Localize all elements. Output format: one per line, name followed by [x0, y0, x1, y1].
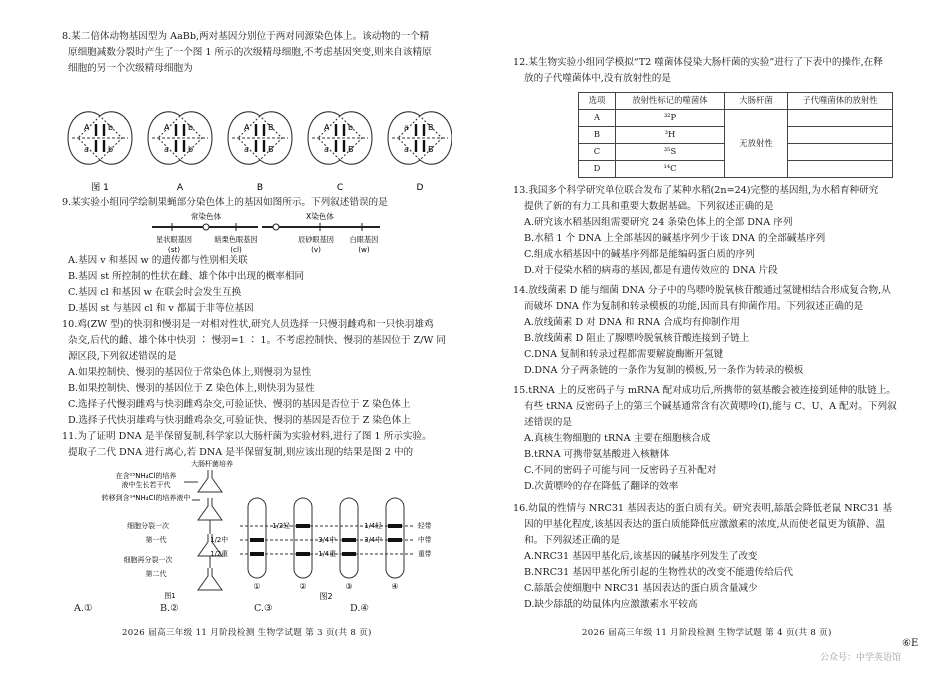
q15-stem-1: 15.tRNA 上的反密码子与 mRNA 配对成功后,所携带的氨基酸会被连接到延伸的肽链上。: [513, 385, 896, 396]
q10-option-b: B.如果控制快、慢羽的基因位于 Z 染色体上,则快羽为显性: [68, 383, 315, 394]
q14-stem-1: 14.放线菌素 D 能与细菌 DNA 分子中的鸟嘌呤脱氧核苷酸通过氢键相结合形成复合物,从: [513, 285, 891, 296]
table-header: 放射性标记的噬菌体: [616, 93, 725, 110]
q11-option-d: D.④: [350, 603, 369, 614]
gene-w-label: 白眼基因: [349, 235, 379, 244]
tube3-heavy: 1/4重: [318, 550, 336, 558]
q12-table: [578, 92, 893, 178]
q10-stem-1: 10.鸡(ZW 型)的快羽和慢羽是一对相对性状,研究人员选择一只慢羽雌鸡和一只快羽雄鸡: [62, 319, 434, 330]
gene-label: a: [404, 145, 409, 154]
gene-label: B: [268, 123, 274, 132]
fig1-text-6: 细胞再分裂一次: [123, 556, 173, 564]
q13-option-d: D.对于侵染水稻的病毒的基因,都是有遗传效应的 DNA 片段: [524, 265, 778, 276]
q12-stem-1: 12.某生物实验小组同学模拟“T2 噬菌体侵染大肠杆菌的实验”进行了下表中的操作,在释: [513, 57, 883, 68]
fig1-text-7: 第二代: [145, 570, 167, 578]
gene-v-label: 辰砂眼基因: [298, 235, 334, 244]
q13-option-c: C.组成水稻基因中的碱基序列都是能编码蛋白质的序列: [524, 249, 755, 260]
q15-option-a: A.真核生物细胞的 tRNA 主要在细胞核合成: [524, 433, 711, 444]
q11-option-a: A.①: [74, 603, 93, 614]
gene-label: A: [84, 123, 90, 132]
q9-chromosome-figure: [150, 210, 390, 254]
page-mark: ⑥E: [902, 638, 919, 649]
q8-stem-2: 原细胞减数分裂时产生了一个图 1 所示的次级精母细胞,不考虑基因突变,则来自该精原: [68, 47, 432, 58]
q13-stem-1: 13.我国多个科学研究单位联合发布了某种水稻(2n=24)完整的基因组,为水稻育种研究: [513, 185, 879, 196]
table-cell: C: [579, 144, 616, 161]
q12-stem-2: 放的子代噬菌体中,没有放射性的是: [524, 73, 671, 84]
fig2-caption: 图2: [319, 592, 333, 601]
heavy-band-label: 重带: [418, 550, 432, 558]
q10-option-a: A.如果控制快、慢羽的基因位于常染色体上,则慢羽为显性: [68, 367, 312, 378]
q15-stem-2: 有些 tRNA 反密码子上的第三个碱基通常含有次黄嘌呤(I),能与 C、U、A 配对。下列叙: [524, 401, 897, 412]
table-cell: ³²P: [616, 110, 725, 127]
q9-option-c: C.基因 cl 和基因 w 在联会时会发生互换: [68, 287, 242, 298]
tube-label: ①: [253, 582, 261, 591]
table-cell: [788, 144, 893, 161]
q9-option-d: D.基因 st 与基因 cl 和 v 都属于非等位基因: [68, 303, 254, 314]
table-header: 子代噬菌体的放射性: [788, 93, 893, 110]
watermark: 公众号：中学英语馆: [820, 653, 902, 663]
q14-option-d: D.DNA 分子两条链的一条作为复制的模板,另一条作为转录的模板: [524, 365, 804, 376]
gene-label: a: [324, 145, 329, 154]
gene-label: b: [188, 123, 194, 132]
q13-stem-2: 提供了新的有力工具和重要大数据基础。下列叙述正确的是: [524, 201, 774, 212]
q15-stem-3: 述错误的是: [524, 417, 572, 428]
fig1-text-4: 细胞分裂一次: [127, 522, 169, 530]
gene-label: a: [404, 123, 409, 132]
tube-label: ②: [299, 582, 307, 591]
q8-cell-figures: [62, 98, 452, 194]
q16-stem-1: 16.幼鼠的性情与 NRC31 基因表达的蛋白质有关。研究表明,舔舐会降低老鼠 NRC31 基: [513, 503, 893, 514]
q10-option-c: C.选择子代慢羽雌鸡与快羽雌鸡杂交,可验证快、慢羽的基因是否位于 Z 染色体上: [68, 399, 411, 410]
table-cell: [788, 110, 893, 127]
fig1-text-5: 第一代: [145, 536, 167, 544]
gene-label: a: [244, 145, 249, 154]
q11-stem-1: 11.为了证明 DNA 是半保留复制,科学家以大肠杆菌为实验材料,进行了图 1 所示实验。: [62, 431, 432, 442]
tube4-mid: 3/4中: [364, 536, 382, 544]
table-cell: A: [579, 110, 616, 127]
fig1-text-1: 大肠杆菌培养: [191, 460, 233, 468]
table-cell: [788, 161, 893, 178]
q15-option-d: D.次黄嘌呤的存在降低了翻译的效率: [524, 481, 679, 492]
q8-stem-3: 细胞的另一个次级精母细胞为: [68, 63, 193, 74]
light-band-label: 轻带: [418, 522, 432, 530]
q14-option-b: B.放线菌素 D 阻止了腺嘌呤脱氧核苷酸连接到子链上: [524, 333, 750, 344]
gene-v-symbol: (v): [311, 245, 321, 254]
q16-stem-3: 和。下列叙述正确的是: [524, 535, 620, 546]
option-b-label: B: [256, 183, 264, 193]
gene-label: b: [108, 123, 114, 132]
gene-label: b: [108, 145, 114, 154]
right-footer: 2026 届高三年级 11 月阶段检测 生物学试题 第 4 页(共 8 页): [582, 628, 832, 638]
q16-option-a: A.NRC31 基因甲基化后,该基因的碱基序列发生了改变: [524, 551, 758, 562]
gene-label: A: [164, 123, 170, 132]
gene-cl-symbol: (cl): [230, 245, 242, 254]
gene-label: B: [348, 145, 354, 154]
table-cell-ecoli: 无放射性: [725, 110, 788, 178]
q16-option-b: B.NRC31 基因甲基化所引起的生物性状的改变不能遗传给后代: [524, 567, 793, 578]
q9-option-b: B.基因 st 所控制的性状在雌、雄个体中出现的概率相同: [68, 271, 305, 282]
gene-label: A: [244, 123, 250, 132]
q14-stem-2: 而破坏 DNA 作为复制和转录模板的功能,因而具有抑菌作用。下列叙述正确的是: [524, 301, 864, 312]
option-d-label: D: [416, 183, 424, 193]
table-header: 选项: [579, 93, 616, 110]
q14-option-c: C.DNA 复制和转录过程都需要解旋酶断开氢键: [524, 349, 724, 360]
gene-cl-label: 暗栗色眼基因: [214, 235, 258, 244]
table-cell: ³⁵S: [616, 144, 725, 161]
autosome-label: 常染色体: [190, 212, 222, 221]
x-chromosome-label: X染色体: [306, 212, 334, 221]
gene-st-symbol: (st): [167, 245, 181, 254]
fig1-text-2: 在含¹⁵NH₄Cl的培养: [115, 472, 177, 480]
left-footer: 2026 届高三年级 11 月阶段检测 生物学试题 第 3 页(共 8 页): [122, 628, 372, 638]
tube4-light: 1/4轻: [364, 522, 382, 530]
table-header: 大肠杆菌: [725, 93, 788, 110]
tube-label: ③: [345, 582, 353, 591]
q13-option-b: B.水稻 1 个 DNA 上全部基因的碱基序列少于该 DNA 的全部碱基序列: [524, 233, 826, 244]
table-cell: B: [579, 127, 616, 144]
tube1-heavy: 1/2重: [210, 550, 228, 558]
tube2-light: 1/2轻: [272, 522, 290, 530]
option-a-label: A: [176, 183, 184, 193]
table-cell: [788, 127, 893, 144]
q14-option-a: A.放线菌素 D 对 DNA 和 RNA 合成均有抑制作用: [524, 317, 740, 328]
q15-option-c: C.不同的密码子可能与同一反密码子互补配对: [524, 465, 717, 476]
table-cell: ³H: [616, 127, 725, 144]
gene-w-symbol: (w): [358, 245, 370, 254]
flask-1: [198, 470, 222, 492]
middle-band-label: 中带: [418, 536, 432, 544]
tube-label: ④: [391, 582, 399, 591]
fig1-text-2b: 液中生长若干代: [121, 481, 171, 489]
q9-stem: 9.某实验小组同学绘制果蝇部分染色体上的基因如图所示。下列叙述错误的是: [62, 197, 388, 208]
q10-stem-2: 杂交,后代的雌、雄个体中快羽 ∶ 慢羽=1 ∶ 1。不考虑控制快、慢羽的基因位于 Z/W 同: [68, 335, 446, 346]
tube1-mid: 1/2中: [210, 536, 228, 544]
gene-label: A: [324, 123, 330, 132]
q15-option-b: B.tRNA 可携带氨基酸进入核糖体: [524, 449, 670, 460]
q11-option-b: B.②: [160, 603, 179, 614]
gene-label: b: [348, 123, 354, 132]
q11-option-c: C.③: [254, 603, 273, 614]
q16-option-d: D.缺少舔舐的幼鼠体内应激激素水平较高: [524, 599, 698, 610]
fig1-text-3: 转移到含¹⁴NH₄Cl的培养液中: [101, 494, 191, 502]
q10-option-d: D.选择子代快羽雄鸡与快羽雌鸡杂交,可验证快、慢羽的基因是否位于 Z 染色体上: [68, 415, 411, 426]
gene-label: B: [268, 145, 274, 154]
flask-4: [198, 568, 222, 590]
q11-figures: [64, 458, 450, 602]
table-cell: D: [579, 161, 616, 178]
gene-st-label: 星状眼基因: [156, 235, 192, 244]
gene-label: b: [188, 145, 194, 154]
tube3-mid: 3/4中: [318, 536, 336, 544]
table-cell: ¹⁴C: [616, 161, 725, 178]
fig1-caption: 图1: [164, 592, 176, 600]
q8-stem-1: 8.某二倍体动物基因型为 AaBb,两对基因分别位于两对同源染色体上。该动物的一个精: [62, 31, 430, 42]
q16-stem-2: 因的甲基化程度,该基因表达的蛋白质能降低应激激素的浓度,从而使老鼠更为镇静、温: [524, 519, 886, 530]
fig1-label: 图 1: [91, 183, 109, 193]
gene-label: a: [164, 145, 169, 154]
q16-option-c: C.舔舐会使细胞中 NRC31 基因表达的蛋白质含量减少: [524, 583, 758, 594]
flask-2: [198, 498, 222, 520]
q9-option-a: A.基因 v 和基因 w 的遗传都与性别相关联: [68, 255, 248, 266]
q11-stem-2: 提取子二代 DNA 进行离心,若 DNA 是半保留复制,则应该出现的结果是图 2 中的: [68, 447, 414, 458]
gene-label: a: [84, 145, 89, 154]
gene-label: B: [428, 123, 434, 132]
q10-stem-3: 源区段,下列叙述错误的是: [68, 351, 177, 362]
gene-label: B: [428, 145, 434, 154]
option-c-label: C: [336, 183, 344, 193]
tube-2: [294, 498, 312, 578]
q13-option-a: A.研究该水稻基因组需要研究 24 条染色体上的全部 DNA 序列: [524, 217, 793, 228]
